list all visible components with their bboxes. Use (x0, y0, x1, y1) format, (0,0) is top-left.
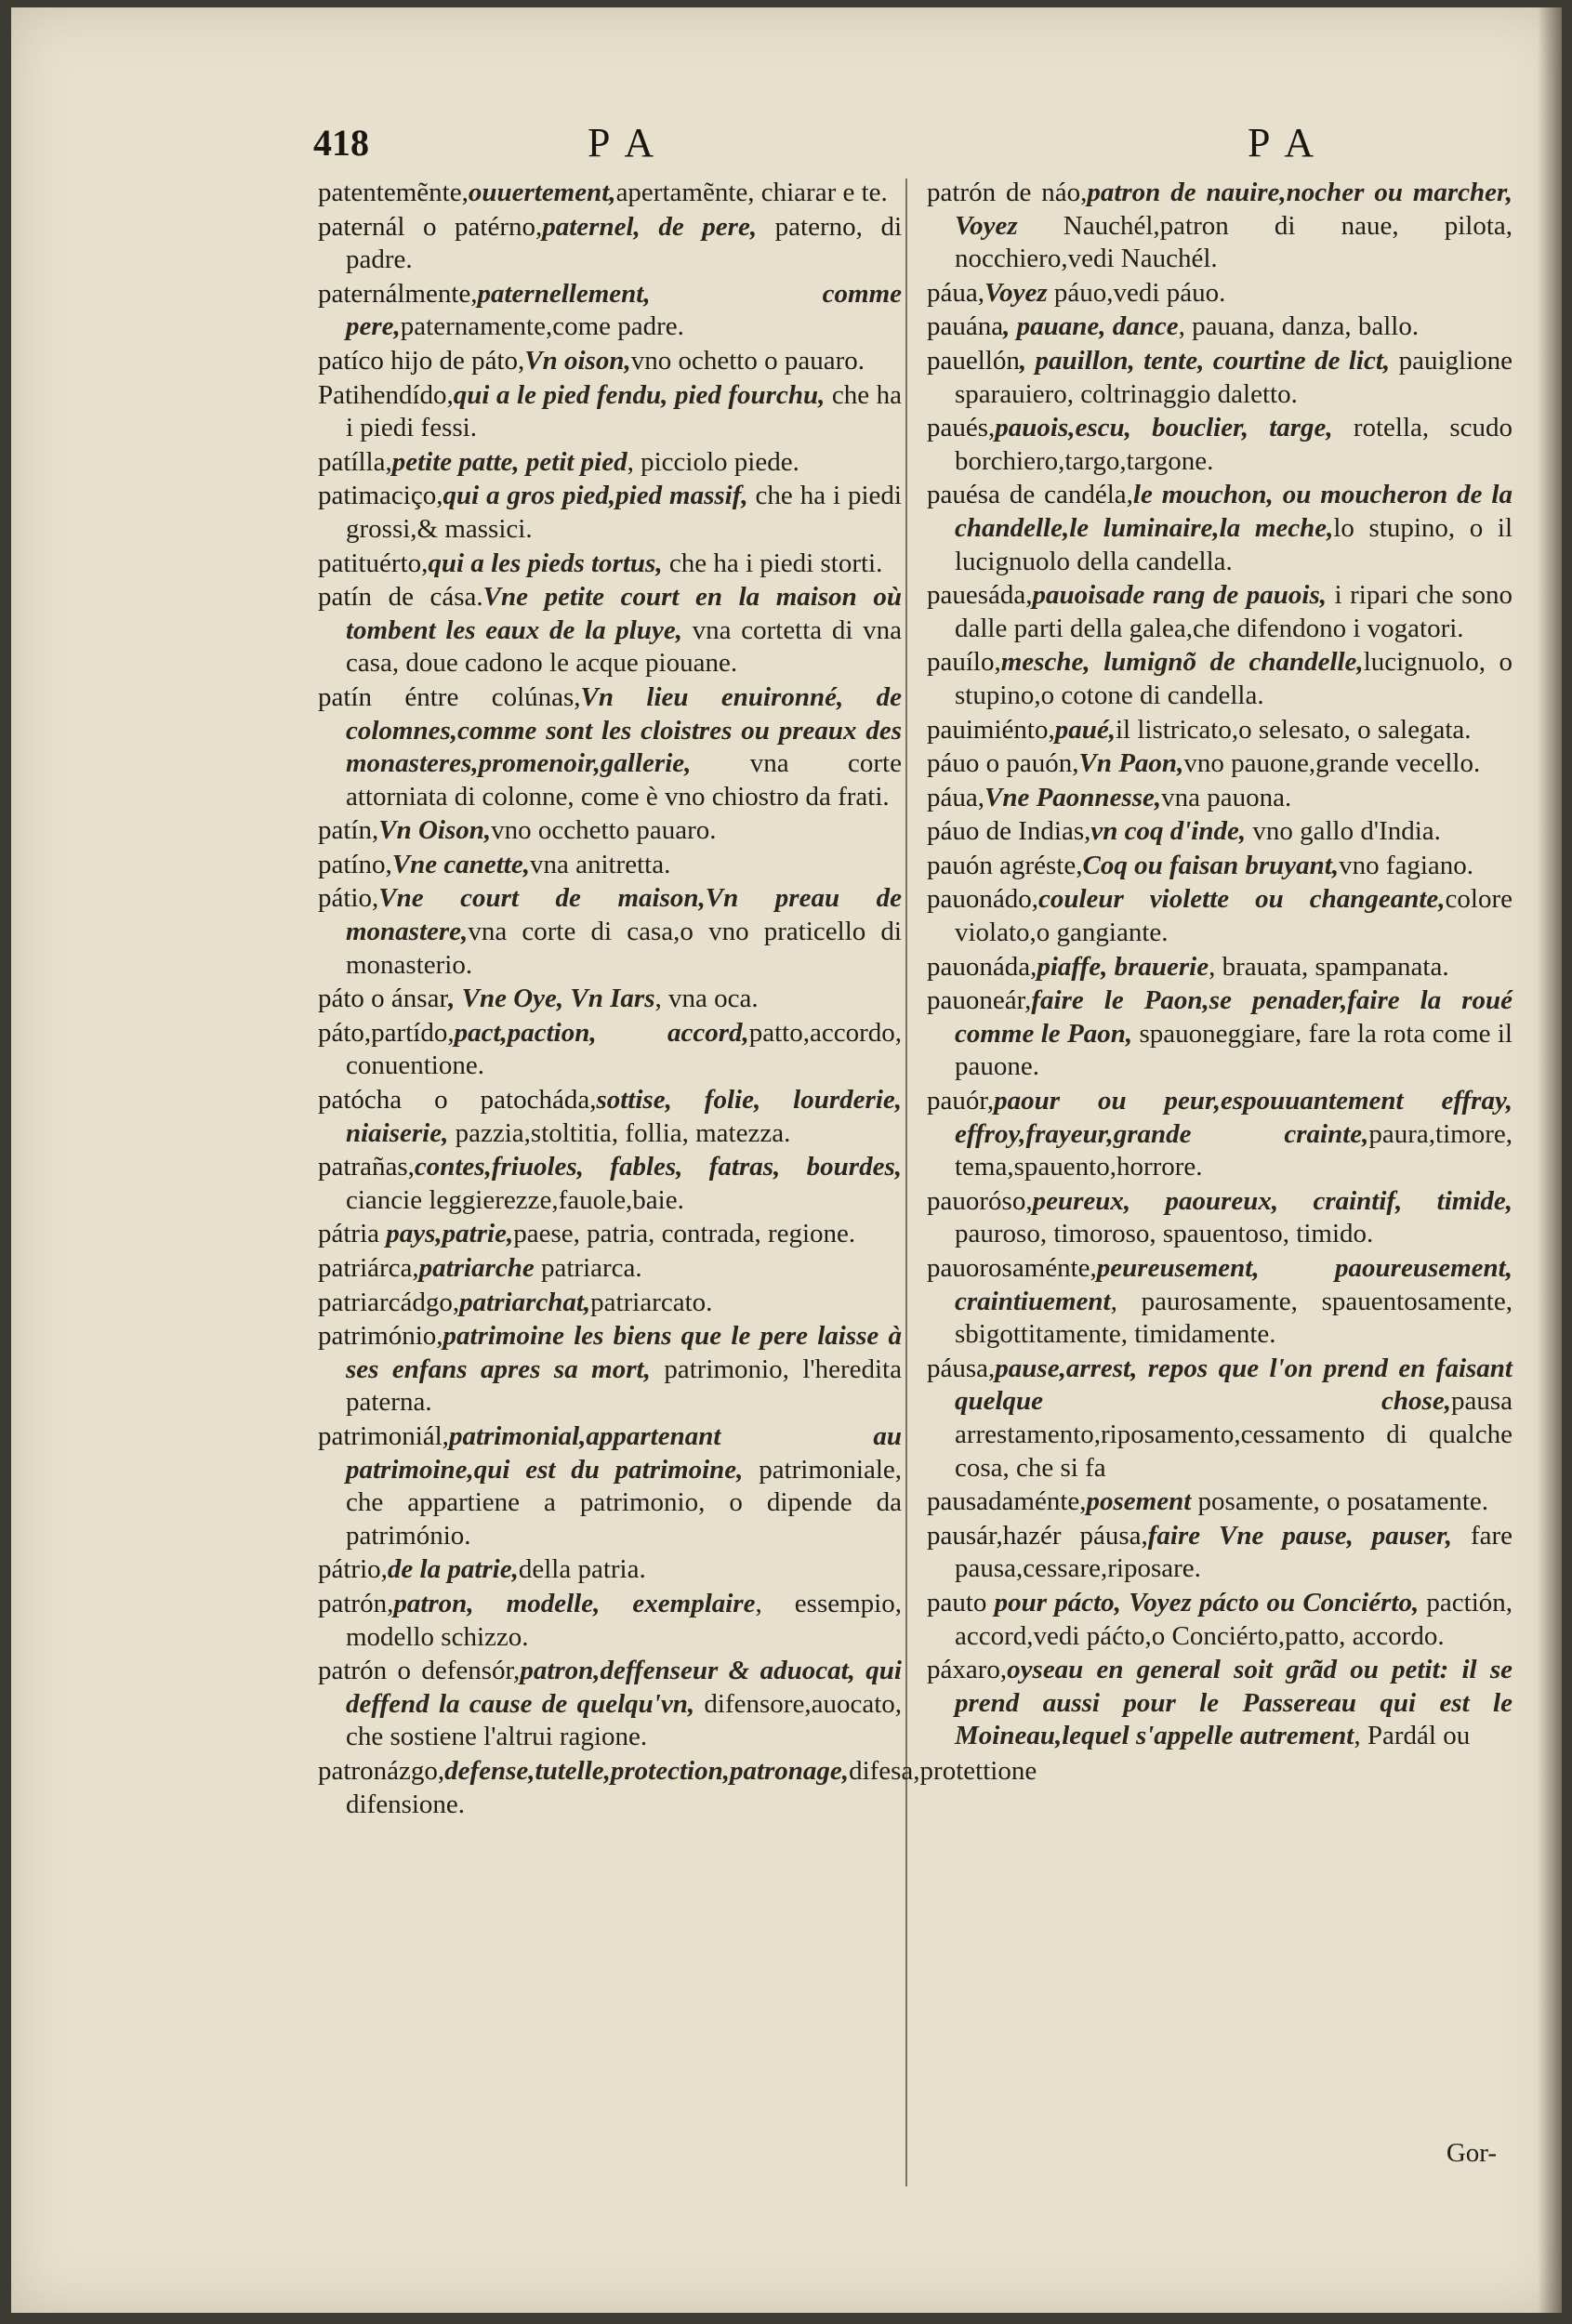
dictionary-entry (318, 581, 902, 680)
italian-gloss: pactión, accord,vedi páćto,o Conciérto,patto, accordo. (955, 1587, 1513, 1651)
headword: páto,partído, (318, 1017, 455, 1048)
headword: patrón o defensór, (318, 1656, 521, 1686)
italian-gloss: vno pauone,grande vecello. (1183, 748, 1481, 779)
headword: patócha o patocháda, (318, 1085, 597, 1116)
dictionary-entry (318, 681, 902, 813)
french-gloss: defense,tutelle,protection,patronage, (444, 1755, 850, 1786)
french-gloss: pauois,escu, bouclier, targe, (995, 413, 1333, 443)
french-gloss: patriarchat, (459, 1287, 591, 1317)
headword: páto o ánsar (318, 984, 449, 1014)
page-number: 418 (313, 122, 369, 164)
running-header-left: P A (588, 120, 658, 165)
italian-gloss: spauoneggiare, fare la rota come il pauone. (955, 1018, 1513, 1082)
dictionary-entry (927, 1353, 1513, 1485)
dictionary-entry (927, 646, 1513, 712)
dictionary-entry (318, 480, 902, 546)
french-gloss: Coq ou faisan bruyant, (1082, 850, 1340, 880)
italian-gloss: ciancie leggierezze,fauole,baie. (346, 1184, 684, 1215)
dictionary-entry (318, 1218, 902, 1251)
dictionary-entry (318, 1151, 902, 1217)
dictionary-entry (318, 1252, 902, 1286)
italian-gloss: difesa,protettione difensione. (346, 1755, 1037, 1819)
headword: património, (318, 1321, 443, 1352)
italian-gloss: vna corte attorniata di colonne, come è vno chiostro da frati. (346, 748, 902, 812)
headword: patronázgo, (318, 1755, 445, 1786)
french-gloss: oyseau en general soit grãd ou petit: il se prend aussi pour le Passereau qui est le Moineau,lequel s'appelle autrement (955, 1655, 1513, 1751)
french-gloss: , pauillon, tente, courtine de lict, (1019, 345, 1391, 376)
headword: patín de cása. (318, 582, 483, 613)
italian-gloss: il listricato,o selesato, o salegata. (1115, 714, 1472, 745)
dictionary-entry (927, 479, 1513, 578)
italian-gloss: , vna oca. (654, 984, 759, 1014)
french-gloss: patron, modelle, exemplaire (393, 1588, 756, 1618)
dictionary-entry (927, 1185, 1513, 1251)
french-gloss: pact,paction, accord, (454, 1017, 749, 1048)
italian-gloss: vna pauona. (1161, 782, 1292, 812)
italian-gloss: paura,timore, tema,spauento,horrore. (955, 1118, 1513, 1182)
dictionary-entry (927, 850, 1513, 883)
french-gloss: de la patrie, (387, 1554, 519, 1585)
italian-gloss: apertamẽnte, chiarar e te. (615, 178, 888, 207)
french-gloss: patrimoine les biens que le pere laisse à ses enfans apres sa mort, (346, 1321, 902, 1384)
italian-gloss: , Pardál ou (1354, 1721, 1471, 1751)
headword: patriárca, (318, 1253, 419, 1283)
dictionary-entry (318, 1655, 902, 1754)
french-gloss: , pauane, dance (1003, 311, 1179, 342)
italian-gloss: patriarcato. (590, 1287, 713, 1317)
dictionary-entry (927, 345, 1513, 411)
headword: patíco hijo de páto, (318, 345, 525, 376)
headword: pauonádo, (927, 884, 1038, 915)
right-column (927, 177, 1513, 1754)
headword: patrimoniál, (318, 1420, 449, 1451)
dictionary-entry (927, 1654, 1513, 1753)
headword: pauoróso, (927, 1185, 1033, 1216)
dictionary-entry (318, 211, 902, 277)
italian-gloss: páuo,vedi páuo. (1047, 277, 1226, 308)
headword: páuo o pauón, (927, 748, 1079, 779)
dictionary-entry (927, 579, 1513, 645)
headword: pausár,hazér páusa, (927, 1520, 1148, 1551)
headword: patín éntre colúnas, (318, 681, 581, 712)
dictionary-entry (927, 815, 1513, 849)
headword: patimaciço, (318, 481, 443, 511)
italian-gloss: che ha i piedi fessi. (346, 379, 902, 443)
italian-gloss: che ha i piedi storti. (662, 548, 883, 578)
headword: patín, (318, 815, 379, 846)
running-header-right: P A (1248, 120, 1318, 165)
french-gloss: couleur violette ou changeante, (1038, 884, 1446, 915)
headword: paternálmente, (318, 278, 478, 309)
italian-gloss: , picciolo piede. (627, 446, 799, 477)
french-gloss: peureux, paoureux, craintif, timide, (1032, 1185, 1513, 1216)
headword: pauorosaménte, (927, 1253, 1097, 1283)
french-gloss: paour ou peur,espouuantement effray, effroy,frayeur,grande crainte, (955, 1086, 1513, 1149)
dictionary-entry (927, 883, 1513, 949)
french-gloss: Vn oison, (524, 345, 631, 376)
dictionary-entry (927, 747, 1513, 781)
dictionary-entry (927, 782, 1513, 815)
italian-gloss: , pauana, danza, ballo. (1178, 311, 1420, 342)
italian-gloss: vno occhetto pauaro. (491, 815, 717, 846)
headword: pauimiénto, (927, 714, 1055, 745)
dictionary-entry (318, 1588, 902, 1654)
french-gloss: , Vne Oye, Vn Iars (448, 984, 655, 1014)
dictionary-entry (318, 814, 902, 848)
headword: patíno, (318, 849, 392, 879)
french-gloss: Vn Oison, (378, 815, 492, 846)
french-gloss: mesche, lumignõ de chandelle, (1000, 647, 1364, 678)
dictionary-entry (927, 310, 1513, 344)
headword: patílla, (318, 446, 392, 477)
dictionary-entry (318, 1420, 902, 1552)
french-gloss: patron de nauire,nocher ou marcher, Voyez (955, 178, 1513, 241)
italian-gloss: vno fagiano. (1339, 850, 1474, 880)
french-gloss: Vne canette, (391, 849, 530, 879)
french-gloss: vn coq d'inde, (1090, 816, 1247, 847)
headword: Patihendído, (318, 379, 454, 410)
french-gloss: Voyez (984, 277, 1048, 308)
dictionary-entry (927, 412, 1513, 478)
dictionary-entry (927, 177, 1513, 276)
italian-gloss: vno gallo d'India. (1246, 816, 1441, 847)
italian-gloss: colore violato,o gangiante. (955, 884, 1513, 948)
french-gloss: paternellement, comme pere, (346, 278, 902, 342)
dictionary-entry (318, 278, 902, 344)
headword: pauellón (927, 345, 1020, 376)
french-gloss: Vne petite court en la maison où tombent les eaux de la pluye, (346, 582, 902, 645)
french-gloss: qui a gros pied,pied massif, (443, 481, 748, 511)
headword: pauonáda, (927, 951, 1037, 982)
french-gloss: qui a les pieds tortus, (428, 548, 663, 578)
dictionary-entry (318, 446, 902, 480)
headword: pauílo, (927, 647, 1001, 678)
dictionary-entry (927, 1085, 1513, 1184)
french-gloss: Vn lieu enuironné, de colomnes,comme sont les cloistres ou preaux des monasteres,promenoir,gallerie, (346, 681, 902, 779)
catchword: Gor- (1446, 2138, 1497, 2168)
dictionary-entry (927, 1252, 1513, 1352)
italian-gloss: rotella, scudo borchiero,targo,targone. (955, 413, 1513, 476)
italian-gloss: pazzia,stoltitia, follia, matezza. (448, 1117, 791, 1148)
italian-gloss: vna anitretta. (529, 849, 671, 879)
french-gloss: patron,deffenseur & aduocat, qui deffend la cause de quelqu'vn, (346, 1656, 902, 1719)
italian-gloss: lo stupino, o il lucignuolo della candella. (955, 512, 1513, 576)
french-gloss: pauoisade rang de pauois, (1032, 580, 1327, 611)
italian-gloss: pauiglione sparauiero, coltrinaggio daletto. (955, 345, 1513, 409)
dictionary-entry (318, 379, 902, 445)
italian-gloss: , brauata, spampanata. (1209, 951, 1449, 982)
french-gloss: pays,patrie, (379, 1219, 514, 1249)
italian-gloss: posamente, o posatamente. (1191, 1486, 1489, 1517)
italian-gloss: che ha i piedi grossi,& massici. (346, 481, 902, 544)
headword: pauór, (927, 1086, 995, 1116)
gutter-shadow (1538, 7, 1562, 2313)
french-gloss: petite patte, petit pied (391, 446, 627, 477)
dictionary-entry (927, 984, 1513, 1084)
dictionary-entry (318, 177, 902, 210)
headword: patrón de náo, (927, 178, 1088, 207)
italian-gloss: lucignuolo, o stupino,o cotone di candella. (955, 647, 1513, 710)
headword: páusa, (927, 1353, 996, 1383)
french-gloss: piaffe, brauerie (1037, 951, 1209, 982)
dictionary-entry (927, 1520, 1513, 1586)
dictionary-entry (318, 548, 902, 581)
italian-gloss: paese, patria, contrada, regione. (513, 1219, 856, 1249)
dictionary-entry (318, 983, 902, 1016)
italian-gloss: della patria. (518, 1554, 646, 1585)
dictionary-entry (927, 277, 1513, 310)
dictionary-entry (318, 345, 902, 378)
headword: páuo de Indias, (927, 816, 1091, 847)
headword: paués, (927, 413, 996, 443)
headword: pauána (927, 311, 1004, 342)
french-gloss: patriarche (418, 1253, 535, 1283)
headword: pátria (318, 1219, 380, 1249)
dictionary-entry (318, 1084, 902, 1150)
italian-gloss: i ripari che sono dalle parti della galea,che difendono i vogatori. (955, 580, 1513, 643)
italian-gloss: pauroso, timoroso, spauentoso, timido. (955, 1219, 1374, 1249)
french-gloss: posement (1086, 1486, 1192, 1517)
headword: páua, (927, 277, 984, 308)
french-gloss: Vne Paonnesse, (984, 782, 1162, 812)
headword: pauoneár, (927, 985, 1032, 1016)
headword: patrón, (318, 1588, 394, 1618)
italian-gloss: patriarca. (534, 1253, 642, 1283)
dictionary-entry (927, 714, 1513, 747)
dictionary-entry (318, 882, 902, 982)
french-gloss: sottise, folie, lourderie, niaiserie, (346, 1085, 902, 1148)
headword: pátio, (318, 883, 379, 914)
italian-gloss: , essempio, modello schizzo. (346, 1588, 902, 1652)
dictionary-entry (318, 1287, 902, 1320)
italian-gloss: vna corte di casa,o vno praticello di monasterio. (346, 917, 902, 980)
headword: pausadaménte, (927, 1486, 1087, 1517)
headword: patituérto, (318, 548, 429, 578)
italian-gloss: difensore,auocato, che sostiene l'altrui ragione. (346, 1688, 903, 1752)
french-gloss: pour pácto, Voyez pácto ou Conciérto, (986, 1587, 1420, 1618)
headword: pauón agréste, (927, 850, 1083, 880)
french-gloss: qui a le pied fendu, pied fourchu, (453, 379, 826, 410)
dictionary-entry (318, 849, 902, 882)
dictionary-entry (318, 1320, 902, 1419)
headword: páua, (927, 782, 984, 812)
italian-gloss: patrimonio, l'heredita paterna. (346, 1353, 902, 1418)
italian-gloss: fare pausa,cessare,riposare. (955, 1520, 1513, 1584)
french-gloss: Vne court de maison,Vn preau de monastere, (346, 883, 902, 947)
headword: pauesáda, (927, 580, 1033, 611)
dictionary-entry (318, 1553, 902, 1587)
italian-gloss: paterno, di padre. (346, 211, 902, 275)
french-gloss: Vn Paon, (1078, 748, 1184, 779)
italian-gloss: Nauchél,patron di naue, pilota, nocchiero,vedi Nauchél. (955, 210, 1513, 274)
headword: pauésa de candéla, (927, 480, 1133, 510)
french-gloss: paternel, de pere, (542, 211, 758, 242)
italian-gloss: pausa arrestamento,riposamento,cessamento di qualche cosa, che si fa (955, 1386, 1513, 1483)
italian-gloss: , paurosamente, spauentosamente, sbigottitamente, timidamente. (955, 1286, 1513, 1350)
french-gloss: contes,friuoles, fables, fatras, bourdes, (414, 1152, 902, 1182)
dictionary-entry (318, 1017, 902, 1083)
headword: paternál o patérno, (318, 211, 543, 242)
italian-gloss: vna cortetta di vna casa, doue cadono le acque piouane. (346, 614, 902, 679)
headword: pauto (927, 1587, 987, 1618)
headword: patrañas, (318, 1152, 415, 1182)
italian-gloss: patrimoniale, che appartiene a patrimonio, o dipende da património. (346, 1454, 902, 1551)
french-gloss: faire Vne pause, pauser, (1147, 1520, 1453, 1551)
headword: patriarcádgo, (318, 1287, 460, 1317)
french-gloss: paué, (1054, 714, 1116, 745)
dictionary-entry (927, 1587, 1513, 1653)
french-gloss: pause,arrest, repos que l'on prend en faisant quelque chose, (955, 1353, 1513, 1417)
french-gloss: faire le Paon,se penader,faire la roué comme le Paon, (955, 985, 1513, 1049)
book-page (11, 7, 1562, 2313)
french-gloss: patrimonial,appartenant au patrimoine,qui est du patrimoine, (346, 1420, 902, 1485)
dictionary-entry (927, 1486, 1513, 1519)
italian-gloss: paternamente,come padre. (400, 311, 684, 342)
headword: páxaro, (927, 1655, 1008, 1685)
french-gloss: ouuertement, (468, 178, 616, 207)
column-divider (905, 178, 907, 2186)
italian-gloss: patto,accordo, conuentione. (346, 1017, 902, 1081)
dictionary-entry (927, 951, 1513, 984)
dictionary-entry (318, 1755, 1037, 1821)
headword: patentemẽnte, (318, 178, 469, 207)
italian-gloss: vno ochetto o pauaro. (630, 345, 865, 376)
headword: pátrio, (318, 1554, 388, 1585)
french-gloss: le mouchon, ou moucheron de la chandelle,le luminaire,la meche, (955, 480, 1513, 543)
french-gloss: peureusement, paoureusement, craintiuement (955, 1253, 1513, 1316)
